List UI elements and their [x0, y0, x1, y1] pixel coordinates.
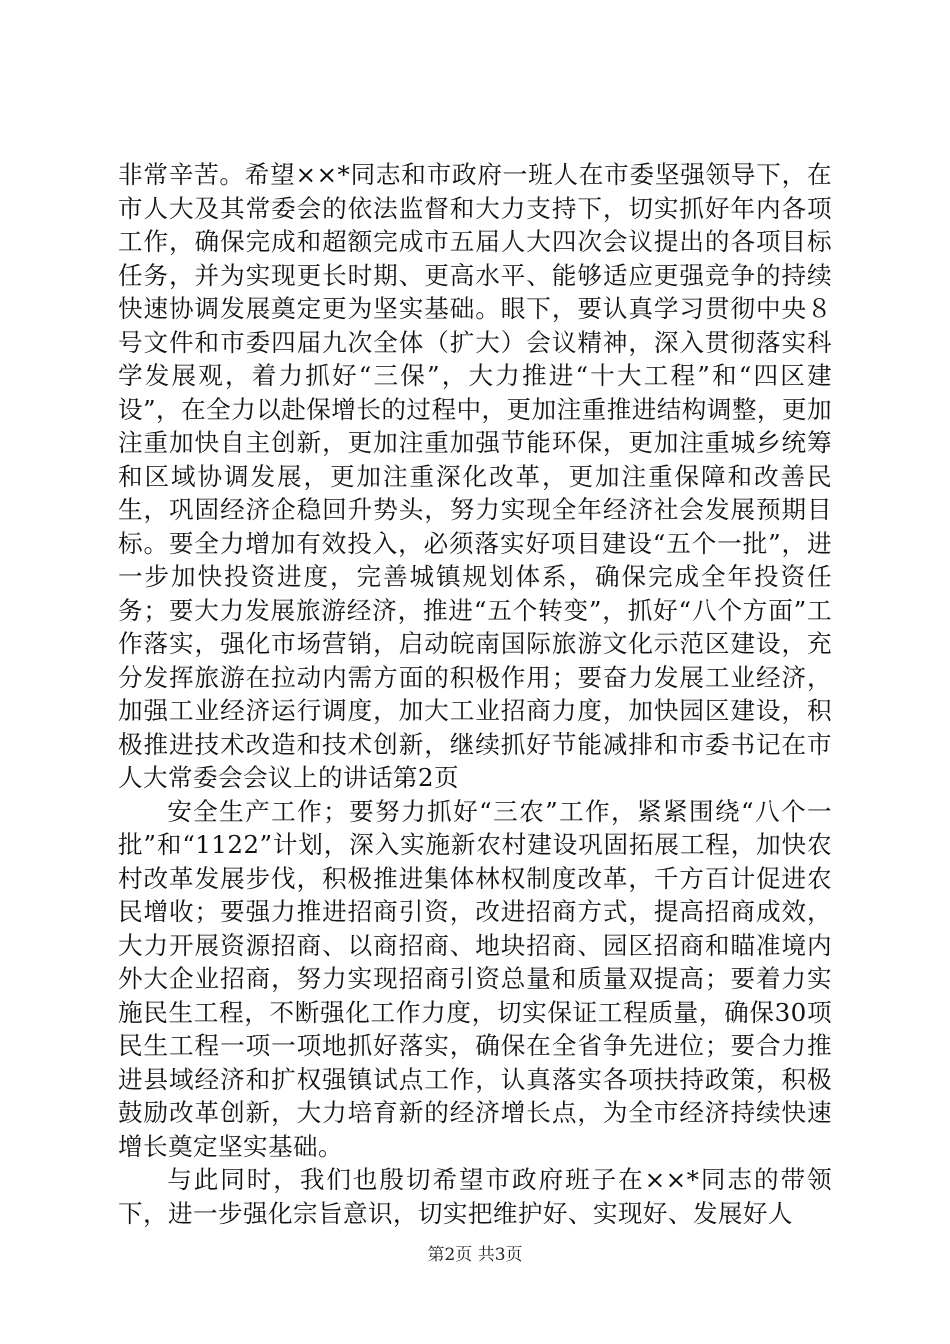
page-footer: 第2页 共3页	[427, 1245, 523, 1265]
paragraph-meanwhile: 与此同时，我们也殷切希望市政府班子在××*同志的带领下，进一步强化宗旨意识，切实把维护好、实现好、发展好人	[118, 1165, 832, 1228]
document-body	[118, 158, 832, 1230]
paragraph-safety-production: 安全生产工作；要努力抓好“三农”工作，紧紧围绕“八个一批”和“1122”计划，深入实施新农村建设巩固拓展工程，加快农村改革发展步伐，积极推进集体林权制度改革，千方百计促进农民增收；要强力推进招商引资，改进招商方式，提高招商成效，大力开展资源招商、以商招商、地块招商、园区招商和瞄准境内外大企业招商，努力实现招商引资总量和质量双提高；要着力实施民生工程，不断强化工作力度，切实保证工程质量，确保30项民生工程一项一项地抓好落实，确保在全省争先进位；要合力推进县域经济和扩权强镇试点工作，认真落实各项扶持政策，积极鼓励改革创新，大力培育新的经济增长点，为全市经济持续快速增长奠定坚实基础。	[118, 796, 832, 1161]
paragraph-continued: 非常辛苦。希望××*同志和市政府一班人在市委坚强领导下，在市人大及其常委会的依法监督和大力支持下，切实抓好年内各项工作，确保完成和超额完成市五届人大四次会议提出的各项目标任务，并为实现更长时期、更高水平、能够适应更强竞争的持续快速协调发展奠定更为坚实基础。眼下，要认真学习贯彻中央８号文件和市委四届九次全体（扩大）会议精神，深入贯彻落实科学发展观，着力抓好“三保”，大力推进“十大工程”和“四区建设”，在全力以赴保增长的过程中，更加注重推进结构调整，更加注重加快自主创新，更加注重加强节能环保，更加注重城乡统筹和区域协调发展，更加注重深化改革，更加注重保障和改善民生，巩固经济企稳回升势头，努力实现全年经济社会发展预期目标。要全力增加有效投入，必须落实好项目建设“五个一批”，进一步加快投资进度，完善城镇规划体系，确保完成全年投资任务；要大力发展旅游经济，推进“五个转变”，抓好“八个方面”工作落实，强化市场营销，启动皖南国际旅游文化示范区建设，充分发挥旅游在拉动内需方面的积极作用；要奋力发展工业经济，加强工业经济运行调度，加大工业招商力度，加快园区建设，积极推进技术改造和技术创新，继续抓好节能减排和市委书记在市人大常委会会议上的讲话第2页	[118, 160, 832, 792]
